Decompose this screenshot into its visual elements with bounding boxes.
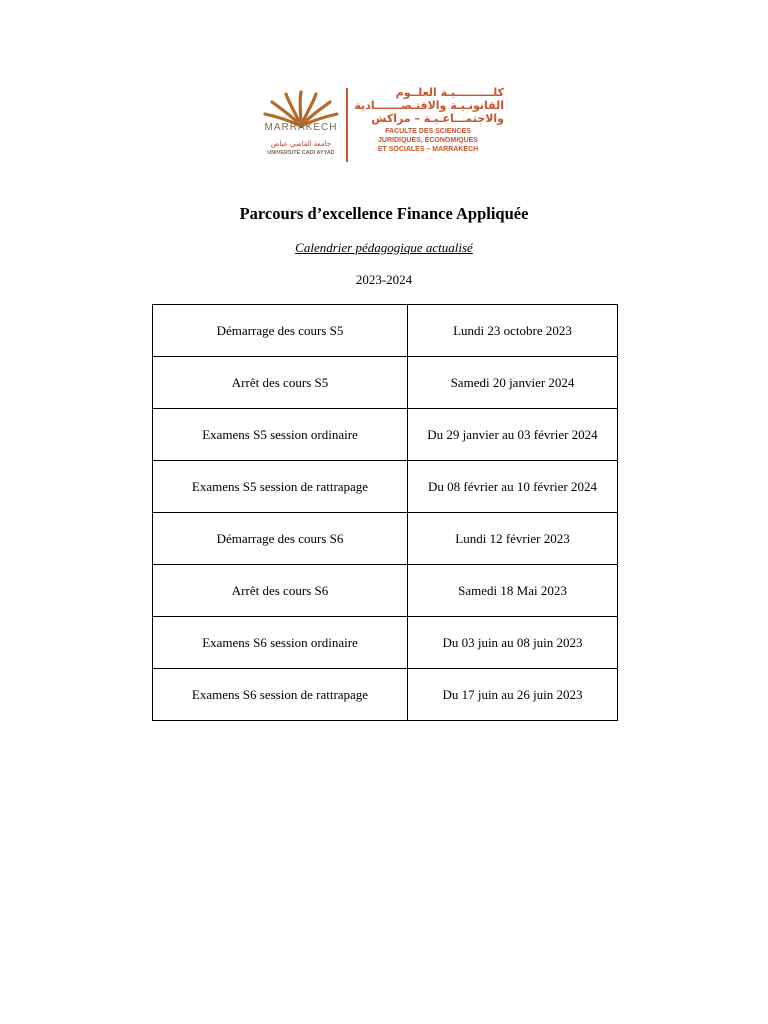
event-cell: Examens S5 session de rattrapage — [153, 461, 408, 513]
date-cell: Samedi 18 Mai 2023 — [408, 565, 618, 617]
date-cell: Du 08 février au 10 février 2024 — [408, 461, 618, 513]
academic-year: 2023-2024 — [355, 272, 413, 287]
calendar-table — [152, 304, 618, 721]
table-row — [153, 305, 618, 357]
faculty-name-arabic-line-2: القانونـيـة والاقتـصـــــــادية — [354, 99, 504, 112]
faculty-name-french-line-2: JURIDIQUES, ÉCONOMIQUES — [378, 137, 478, 144]
event-cell: Examens S6 session ordinaire — [153, 617, 408, 669]
logo-university-french: UNIVERSITÉ CADI AYYAD — [267, 150, 335, 156]
event-cell: Démarrage des cours S6 — [153, 513, 408, 565]
date-cell: Samedi 20 janvier 2024 — [408, 357, 618, 409]
faculty-name-arabic-line-3: والاجتمـــاعـيـة – مراكش — [371, 112, 504, 125]
faculty-name-arabic-line-1: كلــــــــــيـة العلــوم — [395, 86, 504, 99]
table-row — [153, 357, 618, 409]
logo-city: MARRAKECH — [264, 122, 338, 133]
table-row — [153, 461, 618, 513]
date-cell: Du 17 juin au 26 juin 2023 — [408, 669, 618, 721]
event-cell: Examens S6 session de rattrapage — [153, 669, 408, 721]
table-row — [153, 669, 618, 721]
table-row — [153, 409, 618, 461]
logo-divider — [346, 88, 348, 162]
faculty-logo — [258, 86, 504, 164]
document-title: Parcours d’excellence Finance Appliquée — [239, 204, 529, 223]
table-row — [153, 565, 618, 617]
event-cell: Arrêt des cours S5 — [153, 357, 408, 409]
faculty-name — [352, 86, 504, 164]
date-cell: Du 03 juin au 08 juin 2023 — [408, 617, 618, 669]
event-cell: Arrêt des cours S6 — [153, 565, 408, 617]
date-cell: Lundi 23 octobre 2023 — [408, 305, 618, 357]
date-cell: Lundi 12 février 2023 — [408, 513, 618, 565]
document-subtitle: Calendrier pédagogique actualisé — [295, 240, 473, 255]
faculty-name-french-line-1: FACULTE DES SCIENCES — [385, 128, 471, 135]
faculty-name-french-line-3: ET SOCIALES – MARRAKECH — [377, 146, 479, 153]
university-logo — [258, 86, 344, 164]
table-row — [153, 513, 618, 565]
event-cell: Examens S5 session ordinaire — [153, 409, 408, 461]
logo-university-arabic: جامعة القاضي عياض — [270, 140, 332, 148]
date-cell: Du 29 janvier au 03 février 2024 — [408, 409, 618, 461]
table-row — [153, 617, 618, 669]
event-cell: Démarrage des cours S5 — [153, 305, 408, 357]
